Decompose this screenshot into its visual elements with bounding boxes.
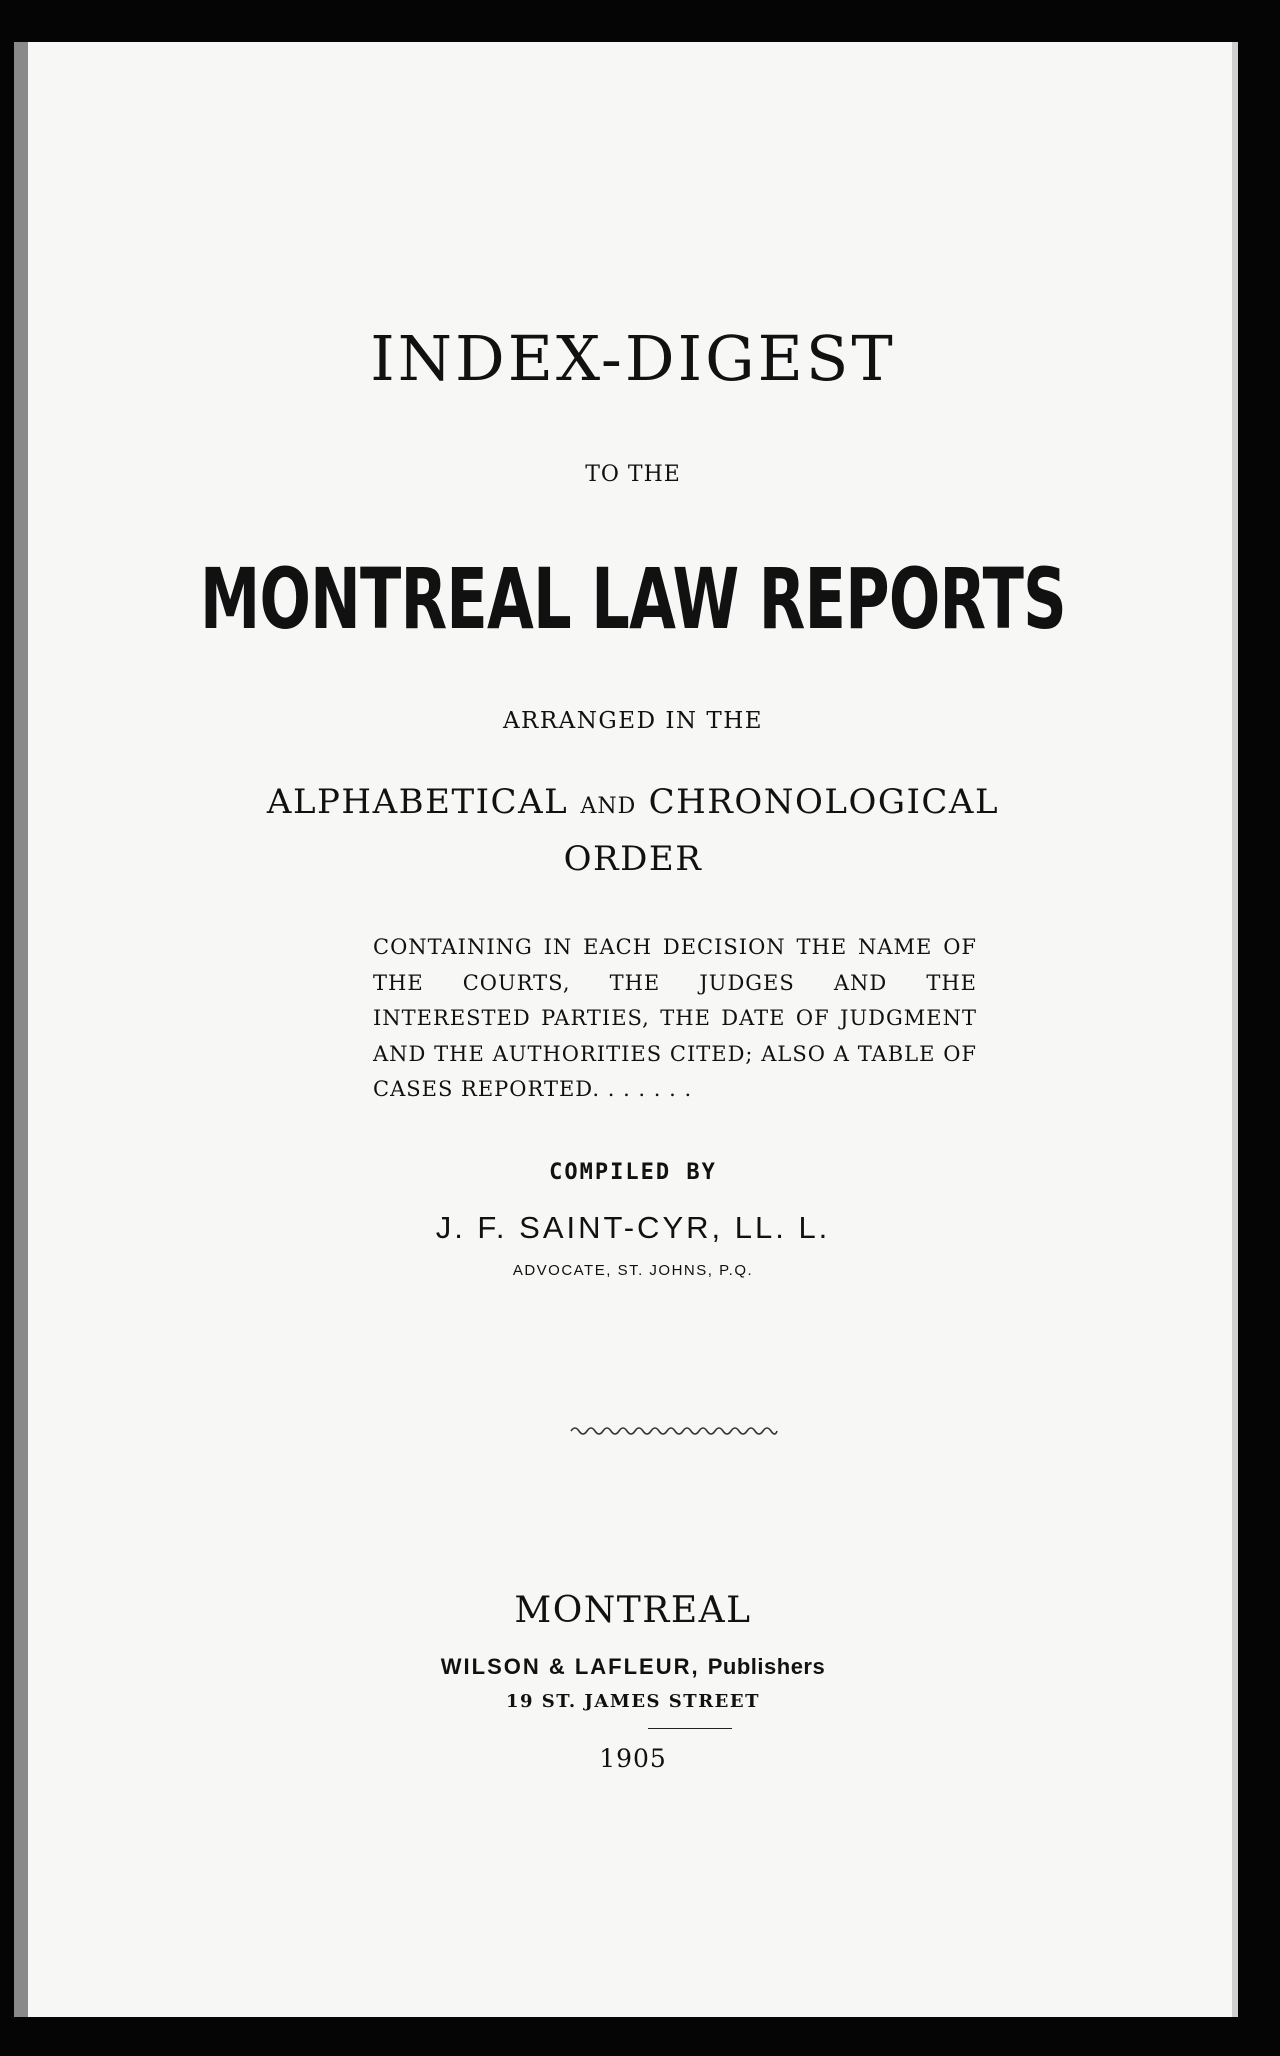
title-montreal-law-reports: MONTREAL LAW REPORTS: [199, 550, 1067, 648]
compiler-role: ADVOCATE, ST. JOHNS, P.Q.: [512, 1262, 754, 1279]
chronological-text: CHRONOLOGICAL: [648, 782, 1000, 822]
publisher-name: WILSON & LAFLEUR,: [440, 1654, 700, 1679]
description-paragraph: CONTAINING IN EACH DECISION THE NAME OF THE COURTS, THE JUDGES AND THE INTERESTED PARTIES, THE DATE OF JUDGMENT AND THE AUTHORITIES CITED; ALSO A TABLE OF CASES REPORTED. . . . . . .: [373, 935, 977, 1101]
title-index-digest: INDEX-DIGEST: [370, 322, 896, 395]
ornament-rule: [569, 1422, 779, 1440]
imprint-rule: [648, 1728, 732, 1729]
alphabetical-text: ALPHABETICAL: [266, 782, 569, 822]
title-to-the: TO THE: [585, 462, 681, 487]
imprint-year: 1905: [599, 1744, 667, 1773]
compiler-name: J. F. SAINT-CYR, LL. L.: [435, 1210, 831, 1245]
and-connector: AND: [580, 794, 637, 819]
order-text: ORDER: [563, 839, 703, 879]
imprint-address: 19 ST. JAMES STREET: [505, 1691, 760, 1712]
imprint-city: MONTREAL: [514, 1590, 752, 1631]
imprint-publisher: [28, 1654, 1238, 1680]
compiled-by-label: COMPILED BY: [549, 1160, 717, 1185]
order-line: [28, 782, 1238, 822]
publisher-suffix: Publishers: [707, 1654, 826, 1679]
title-page: [14, 42, 1238, 2017]
arranged-in-the: ARRANGED IN THE: [502, 708, 764, 734]
